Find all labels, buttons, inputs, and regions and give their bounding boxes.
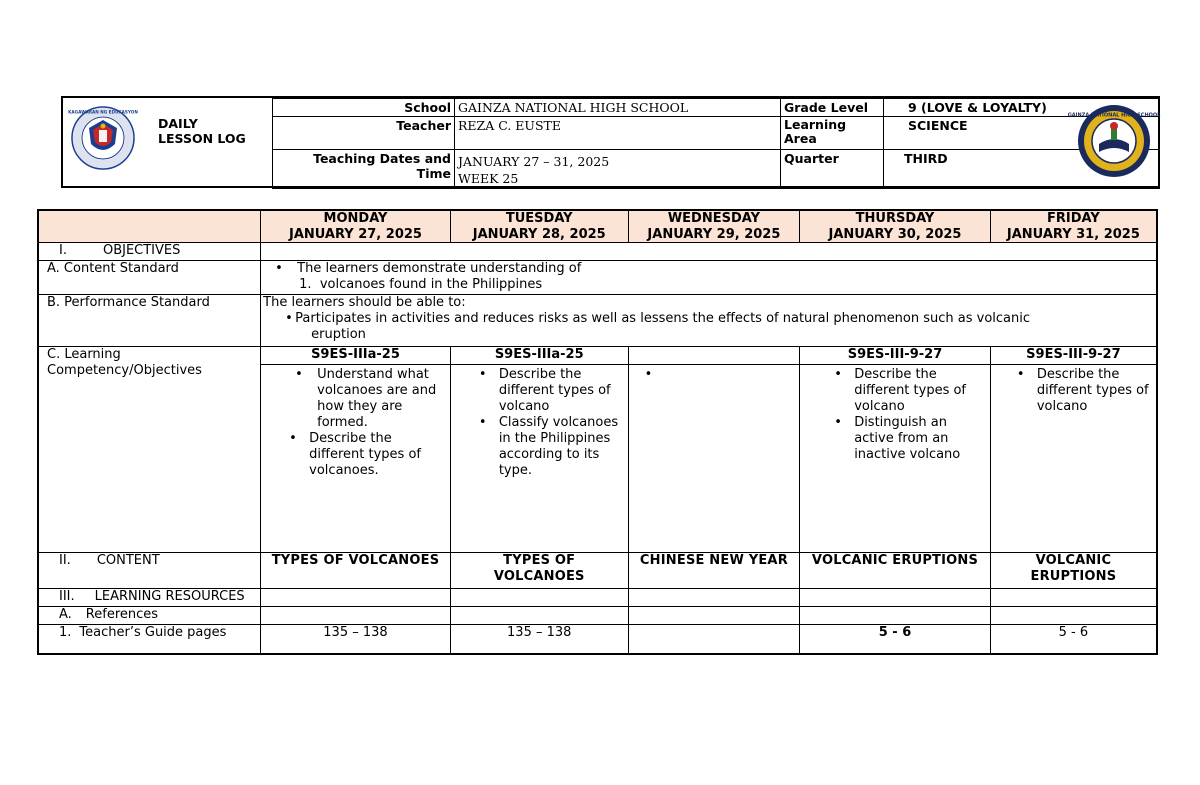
- objectives-friday: [990, 365, 1157, 553]
- day-header-monday: [261, 210, 451, 243]
- cell-empty: [450, 607, 628, 625]
- day-header-thursday: [800, 210, 991, 243]
- tg-pages-wednesday: [628, 625, 800, 654]
- competency-code-monday: S9ES-IIIa-25: [261, 347, 451, 365]
- day-header-tuesday: [450, 210, 628, 243]
- teacher-label: Teacher: [273, 117, 455, 150]
- section-label: CONTENT: [96, 553, 160, 568]
- content-tuesday: TYPES OF VOLCANOES: [450, 553, 628, 589]
- title-line-2: LESSON LOG: [158, 131, 246, 146]
- learning-area-label: [781, 117, 884, 150]
- teacher-value: REZA C. EUSTE: [455, 117, 781, 150]
- content-heading: [38, 553, 261, 589]
- competency-label-line2: Competency/Objectives: [47, 363, 202, 378]
- cell-empty: [450, 589, 628, 607]
- cell-empty: [261, 607, 451, 625]
- competency-label: [38, 347, 261, 553]
- grade-level-value: 9 (LOVE & LOYALTY): [884, 99, 1161, 117]
- competency-label-line1: C. Learning: [47, 347, 121, 362]
- competency-code-thursday: S9ES-III-9-27: [800, 347, 991, 365]
- objectives-wednesday: [628, 365, 800, 553]
- learning-area-label-line1: Learning: [784, 117, 847, 132]
- objectives-row: [38, 243, 1157, 261]
- cell-empty: [800, 607, 991, 625]
- objectives-list: [802, 365, 988, 463]
- objective-item: • Describe the different types of volcano: [1037, 367, 1154, 415]
- header-box: [61, 96, 1160, 188]
- performance-standard-label: B. Performance Standard: [38, 295, 261, 347]
- day-name: TUESDAY: [505, 211, 573, 226]
- deped-seal-logo: [68, 106, 138, 170]
- teaching-week: WEEK 25: [458, 171, 519, 186]
- svg-text:GAINZA NATIONAL HIGH SCHOOL: GAINZA NATIONAL HIGH SCHOOL: [1067, 112, 1161, 119]
- section-number: III.: [59, 589, 75, 604]
- competency-code-row: [38, 347, 1157, 365]
- svg-text:KAGAWARAN NG EDUKASYON: KAGAWARAN NG EDUKASYON: [68, 109, 138, 115]
- tg-pages-thursday: 5 - 6: [800, 625, 991, 654]
- item-label: Teacher’s Guide pages: [79, 625, 227, 640]
- day-date: JANUARY 27, 2025: [288, 226, 422, 242]
- objective-item: • Distinguish an active from an inactive volcano: [854, 415, 988, 463]
- day-name: MONDAY: [323, 211, 388, 226]
- objectives-thursday: [800, 365, 991, 553]
- competency-code-friday: S9ES-III-9-27: [990, 347, 1157, 365]
- objectives-monday: [261, 365, 451, 553]
- objective-item: • Describe the different types of volcanoes.: [309, 431, 448, 479]
- performance-standard-value: [261, 295, 1157, 347]
- objectives-list: [263, 365, 448, 479]
- objectives-heading: [38, 243, 261, 261]
- school-seal-logo: [1067, 104, 1161, 178]
- item-number: 1.: [299, 277, 312, 292]
- objectives-list: [631, 365, 798, 367]
- cell-empty: [800, 589, 991, 607]
- cell-empty: [628, 589, 800, 607]
- day-name: FRIDAY: [1047, 211, 1100, 226]
- references-heading: [38, 607, 261, 625]
- objectives-list: [453, 365, 626, 479]
- objective-item: • Classify volcanoes in the Philippines according to its type.: [499, 415, 626, 479]
- day-header-wednesday: [628, 210, 800, 243]
- objectives-tuesday: [450, 365, 628, 553]
- content-standard-item: [263, 277, 1154, 293]
- tg-pages-tuesday: 135 – 138: [450, 625, 628, 654]
- cell-empty: [261, 589, 451, 607]
- teaching-dates-value: [455, 150, 781, 189]
- day-date: JANUARY 31, 2025: [1006, 226, 1140, 242]
- content-friday: VOLCANIC ERUPTIONS: [990, 553, 1157, 589]
- learning-area-label-line2: Area: [784, 131, 817, 146]
- performance-bullet-text: Participates in activities and reduces risks as well as lessens the effects of natural phenomenon such as volcanic: [295, 311, 1031, 326]
- section-number: II.: [59, 553, 71, 568]
- section-number: I.: [59, 243, 67, 258]
- objective-item: • Understand what volcanoes are and how they are formed.: [315, 367, 448, 431]
- content-standard-line: The learners demonstrate understanding of: [297, 261, 582, 276]
- day-header-row: [38, 210, 1157, 243]
- day-date: JANUARY 30, 2025: [828, 226, 962, 242]
- tg-pages-monday: 135 – 138: [261, 625, 451, 654]
- performance-intro: The learners should be able to:: [263, 295, 466, 310]
- day-header-friday: [990, 210, 1157, 243]
- item-number: 1.: [59, 625, 72, 640]
- cell-empty: [990, 589, 1157, 607]
- day-date: JANUARY 28, 2025: [472, 226, 606, 242]
- document-title: [158, 116, 246, 146]
- learning-resources-row: [38, 589, 1157, 607]
- objectives-empty: [261, 243, 1157, 261]
- learning-area-value: SCIENCE: [884, 117, 1161, 150]
- tg-pages-friday: 5 - 6: [990, 625, 1157, 654]
- objective-item: • Describe the different types of volcano: [854, 367, 988, 415]
- grade-level-label: Grade Level: [781, 99, 884, 117]
- section-number: A.: [59, 607, 72, 622]
- teachers-guide-row: [38, 625, 1157, 654]
- teachers-guide-heading: [38, 625, 261, 654]
- day-date: JANUARY 29, 2025: [647, 226, 781, 242]
- teaching-dates-line1: JANUARY 27 – 31, 2025: [458, 154, 610, 169]
- teaching-dates-label: Teaching Dates and Time: [273, 150, 455, 189]
- content-monday: TYPES OF VOLCANOES: [261, 553, 451, 589]
- day-header-empty: [38, 210, 261, 243]
- day-name: WEDNESDAY: [667, 211, 760, 226]
- content-row: [38, 553, 1157, 589]
- objective-item: • Describe the different types of volcano: [499, 367, 626, 415]
- performance-bullet-cont: eruption: [311, 327, 366, 342]
- content-standard-value: [261, 261, 1157, 295]
- content-wednesday: CHINESE NEW YEAR: [628, 553, 800, 589]
- lesson-log-table: [37, 209, 1158, 655]
- content-standard-text: • The learners demonstrate understanding of: [275, 261, 582, 276]
- cell-empty: [628, 607, 800, 625]
- school-value: GAINZA NATIONAL HIGH SCHOOL: [455, 99, 781, 117]
- content-thursday: VOLCANIC ERUPTIONS: [800, 553, 991, 589]
- learning-resources-heading: [38, 589, 261, 607]
- performance-bullet: • Participates in activities and reduces risks as well as lessens the effects of natural phenomenon such as volcanic: [285, 311, 1031, 326]
- quarter-value: THIRD: [884, 150, 1161, 189]
- section-label: References: [85, 607, 159, 622]
- content-standard-row: [38, 261, 1157, 295]
- school-label: School: [273, 99, 455, 117]
- header-info-table: [272, 98, 1160, 189]
- objectives-list: [993, 365, 1154, 415]
- day-name: THURSDAY: [855, 211, 935, 226]
- item-text: volcanoes found in the Philippines: [319, 277, 543, 292]
- references-row: [38, 607, 1157, 625]
- competency-code-wednesday: [628, 347, 800, 365]
- content-standard-label: A. Content Standard: [38, 261, 261, 295]
- quarter-label: Quarter: [781, 150, 884, 189]
- section-label: OBJECTIVES: [102, 243, 181, 258]
- performance-standard-row: [38, 295, 1157, 347]
- cell-empty: [990, 607, 1157, 625]
- title-line-1: DAILY: [158, 116, 198, 131]
- competency-code-tuesday: S9ES-IIIa-25: [450, 347, 628, 365]
- section-label: LEARNING RESOURCES: [94, 589, 245, 604]
